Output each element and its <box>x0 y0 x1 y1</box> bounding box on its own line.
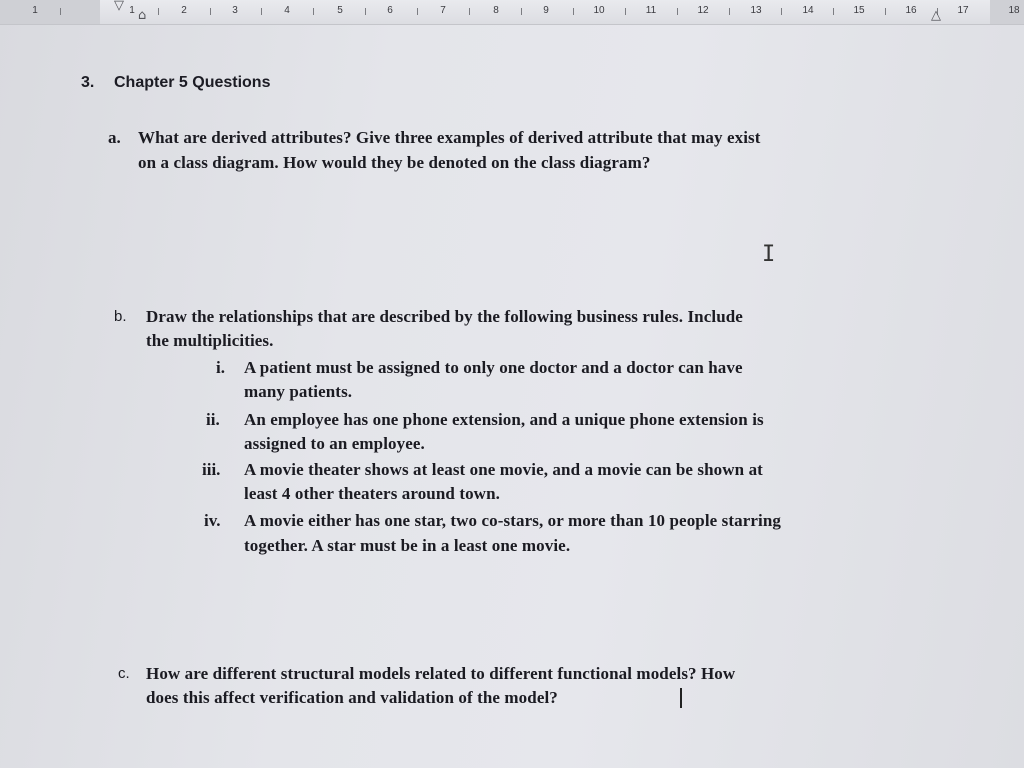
ruler-number: 15 <box>853 5 865 16</box>
first-line-indent-icon[interactable]: ▽ <box>114 0 124 13</box>
ruler-number: 14 <box>802 5 814 16</box>
ruler-number: 1 <box>32 5 38 16</box>
question-b-line: the multiplicities. <box>146 331 274 350</box>
ruler-number: 10 <box>593 5 605 16</box>
question-a-line: What are derived attributes? Give three examples of derived attribute that may exist <box>138 128 761 147</box>
ruler-number: 5 <box>337 5 343 16</box>
ruler-number: 13 <box>750 5 762 16</box>
section-number: 3. <box>81 74 95 91</box>
item-i-marker: i. <box>216 358 225 377</box>
item-iii-line: A movie theater shows at least one movie, and a movie can be shown at <box>244 460 763 479</box>
text-caret <box>680 688 682 708</box>
item-ii-line: An employee has one phone extension, and a unique phone extension is <box>244 410 764 429</box>
item-iii-line: least 4 other theaters around town. <box>244 484 500 503</box>
question-b-marker: b. <box>114 308 127 325</box>
item-i-line: many patients. <box>244 382 353 401</box>
item-ii-marker: ii. <box>206 410 220 429</box>
ruler-number: 8 <box>493 5 499 16</box>
ruler-number: 11 <box>645 5 657 16</box>
question-c-line: How are different structural models related to different functional models? How <box>146 664 736 683</box>
ruler-number: 16 <box>905 5 917 16</box>
ruler-number: 4 <box>284 5 290 16</box>
question-a-line: on a class diagram. How would they be denoted on the class diagram? <box>138 153 651 172</box>
item-iv-line: together. A star must be in a least one movie. <box>244 536 571 555</box>
ruler-number: 1 <box>129 5 135 16</box>
ruler-number: 6 <box>387 5 393 16</box>
text-cursor-icon: I <box>762 242 776 267</box>
item-i-line: A patient must be assigned to only one doctor and a doctor can have <box>244 358 743 377</box>
question-c-line: does this affect verification and validation of the model? <box>146 688 558 707</box>
ruler-number: 17 <box>957 5 969 16</box>
hanging-indent-icon[interactable]: ⌂ <box>138 8 147 23</box>
ruler-number: 18 <box>1008 5 1020 16</box>
question-a-marker: a. <box>108 128 121 147</box>
section-title: Chapter 5 Questions <box>114 74 271 91</box>
item-ii-line: assigned to an employee. <box>244 434 425 453</box>
item-iv-marker: iv. <box>204 511 221 530</box>
question-b-line: Draw the relationships that are described by the following business rules. Include <box>146 307 743 326</box>
item-iii-marker: iii. <box>202 460 221 479</box>
ruler-number: 7 <box>440 5 446 16</box>
ruler-number: 2 <box>181 5 187 16</box>
ruler-number: 12 <box>697 5 709 16</box>
ruler-number: 3 <box>232 5 238 16</box>
question-c-marker: c. <box>118 665 130 682</box>
item-iv-line: A movie either has one star, two co-stars, or more than 10 people starring <box>244 511 782 530</box>
ruler-number: 9 <box>543 5 549 16</box>
right-indent-icon[interactable]: △ <box>931 8 941 23</box>
